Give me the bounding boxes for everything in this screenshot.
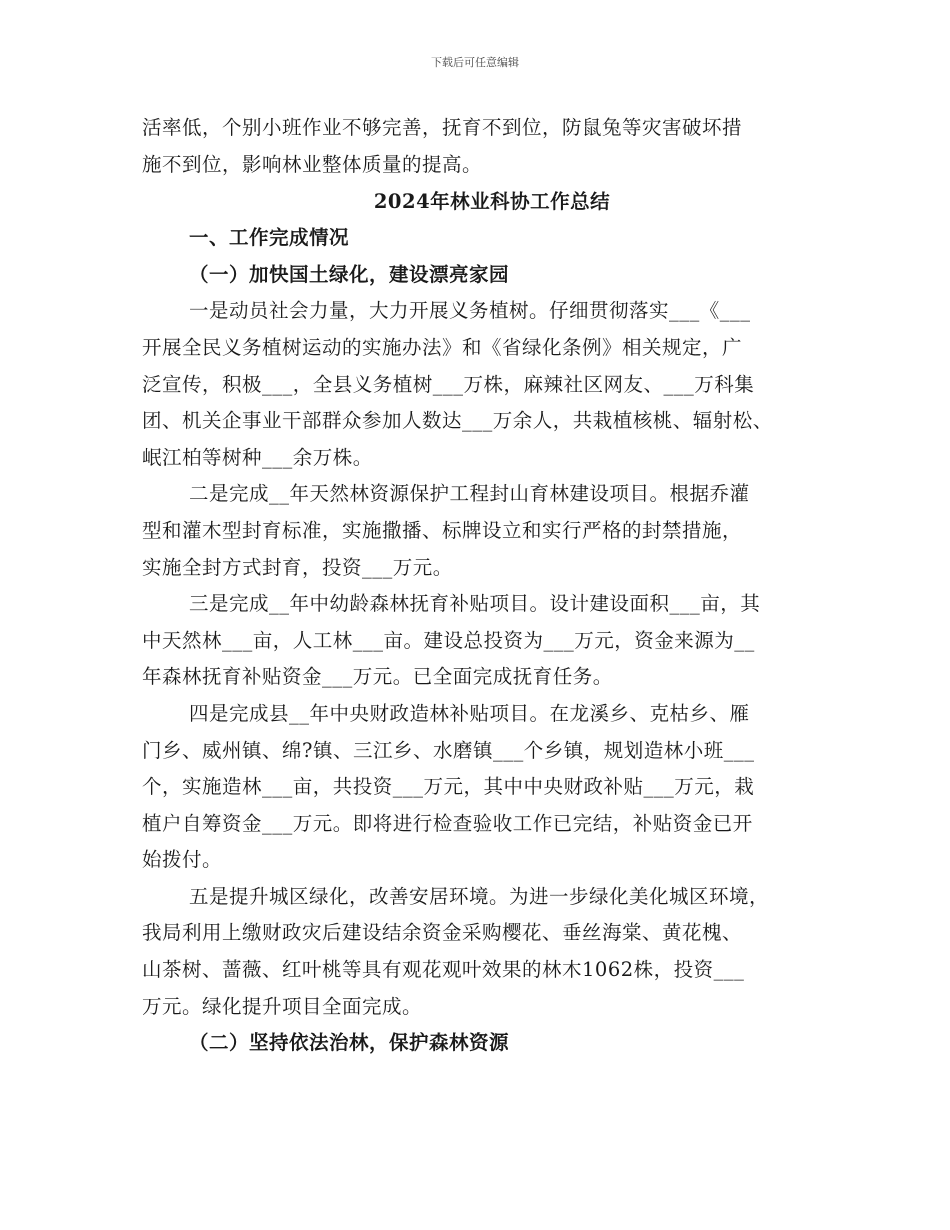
paragraph-line: 实施全封方式封育，投资___万元。: [142, 555, 453, 579]
page-header-note: 下载后可任意编辑: [431, 56, 519, 69]
document-body: [142, 110, 822, 1062]
paragraph-line: 二是完成__年天然林资源保护工程封山育林建设项目。根据乔灌: [189, 482, 750, 506]
document-title: 2024年林业科协工作总结: [373, 190, 611, 214]
paragraph-2: [142, 476, 822, 586]
paragraph-5: [142, 879, 822, 1025]
continuation-line-1: 活率低，个别小班作业不够完善，抚育不到位，防鼠兔等灾害破坏措: [142, 116, 743, 139]
paragraph-line: 我局利用上缴财政灾后建设结余资金采购樱花、垂丝海棠、黄花槐、: [142, 921, 743, 945]
paragraph-line: 型和灌木型封育标准，实施撒播、标牌设立和实行严格的封禁措施，: [142, 518, 743, 542]
paragraph-line: 岷江柏等树种___余万株。: [142, 445, 373, 469]
paragraph-line: 植户自筹资金___万元。即将进行检查验收工作已完结，补贴资金已开: [142, 811, 753, 835]
paragraph-line: 万元。绿化提升项目全面完成。: [142, 994, 423, 1018]
paragraph-line: 一是动员社会力量，大力开展义务植树。仔细贯彻落实___《___: [189, 299, 751, 323]
paragraph-line: 中天然林___亩，人工林___亩。建设总投资为___万元，资金来源为__: [142, 628, 755, 652]
paragraph-4: [142, 696, 822, 879]
paragraph-line: 开展全民义务植树运动的实施办法》和《省绿化条例》相关规定，广: [142, 335, 743, 359]
paragraph-line: 四是完成县__年中央财政造林补贴项目。在龙溪乡、克枯乡、雁: [189, 701, 750, 725]
section-heading-1: 一、工作完成情况: [189, 226, 350, 250]
paragraph-line: 始拨付。: [142, 848, 223, 872]
paragraph-line: 泛宣传，积极___，全县义务植树___万株，麻辣社区网友、___万科集: [142, 372, 755, 396]
paragraph-3: [142, 586, 822, 696]
continuation-line-2: 施不到位，影响林业整体质量的提高。: [142, 152, 483, 176]
paragraph-line: 年森林抚育补贴资金___万元。已全面完成抚育任务。: [142, 665, 613, 689]
paragraph-line: 五是提升城区绿化，改善安居环境。为进一步绿化美化城区环境，: [189, 884, 770, 908]
paragraph-1: [142, 293, 822, 476]
paragraph-line: 团、机关企事业干部群众参加人数达___万余人，共栽植核桃、辐射松、: [142, 409, 773, 433]
subsection-heading-2: （二）坚持依法治林，保护森林资源: [189, 1031, 510, 1055]
subsection-heading-1: （一）加快国土绿化，建设漂亮家园: [189, 262, 510, 286]
paragraph-line: 个，实施造林___亩，共投资___万元，其中中央财政补贴___万元，栽: [142, 775, 755, 799]
paragraph-line: 三是完成__年中幼龄森林抚育补贴项目。设计建设面积___亩，其: [189, 592, 761, 616]
paragraph-line: 门乡、威州镇、绵?镇、三江乡、水磨镇___个乡镇，规划造林小班___: [142, 738, 755, 762]
paragraph-line: 山茶树、蔷薇、红叶桃等具有观花观叶效果的林木1062株，投资___: [142, 958, 745, 982]
